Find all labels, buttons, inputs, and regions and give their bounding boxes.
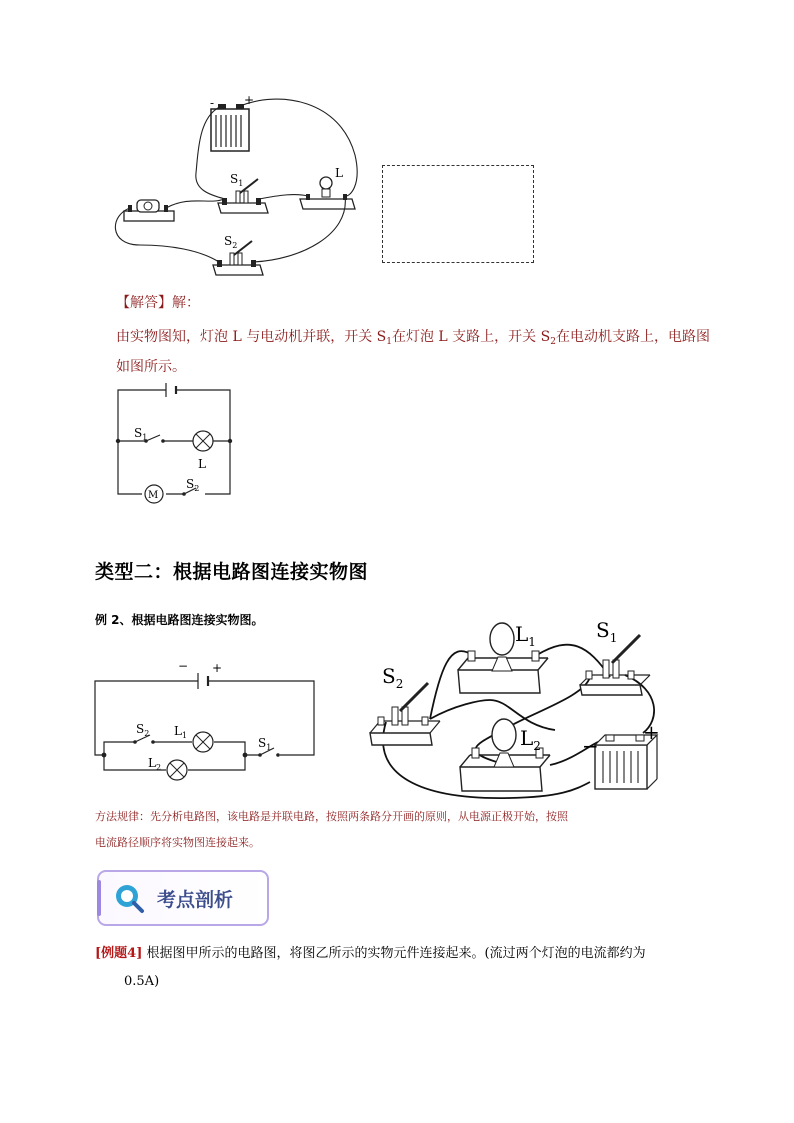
example-2-title: 例 2、根据电路图连接实物图。 [95, 613, 264, 627]
section-heading: 类型二：根据电路图连接实物图 [95, 561, 369, 583]
battery-plus-label: + [244, 95, 255, 107]
fig4-minus-label: − [582, 734, 599, 758]
method-line-2: 电流路径顺序将实物图连接起来。 [95, 836, 260, 849]
battery-minus-label: - [210, 96, 215, 110]
answer-heading: 【解答】解： [116, 295, 200, 311]
lamp-l-label: L [335, 166, 343, 180]
lamp-l-icon [300, 177, 355, 209]
fig4-s1-label: $S_1$ [596, 618, 618, 645]
example-4-tag: [例题4] [95, 946, 143, 961]
fig3-l1-lamp-icon [193, 732, 213, 752]
s2-switch-icon [370, 683, 440, 745]
schematic-figure-2 [110, 380, 240, 505]
physical-circuit-figure-4 [360, 615, 670, 805]
answer-text-line-1: 由实物图知，灯泡 L 与电动机并联，开关 $S_1$在灯泡 L 支路上，开关 $S_2$在电动机支路上，电路图 [116, 329, 710, 347]
fig4-l2-label: $L_2$ [520, 726, 541, 753]
fig2-motor-label: M [148, 490, 159, 501]
fig3-l1-label: $L_1$ [174, 724, 188, 740]
fig3-s1-label: $S_1$ [258, 736, 272, 752]
fig2-l-label: L [198, 457, 206, 471]
fig2-s2-label: $S_2$ [186, 477, 200, 493]
battery-icon [211, 104, 249, 151]
method-line-1: 方法规律：先分析电路图，该电路是并联电路，按照两条路分开画的原则，从电源正极开始，按照 [95, 810, 568, 823]
s2-label: $S_2$ [224, 234, 238, 250]
fig3-s2-label: $S_2$ [136, 722, 150, 738]
fig3-plus-label: + [212, 661, 223, 675]
l2-lamp-icon [460, 719, 550, 791]
fig4-plus-label: + [643, 720, 660, 744]
answer-placeholder-box [382, 165, 534, 263]
fig3-l2-label: $L_2$ [148, 756, 162, 772]
example-4-text: [例题4] 根据图甲所示的电路图，将图乙所示的实物元件连接起来。(流过两个灯泡的电流都约为 [95, 946, 646, 961]
fig3-l2-lamp-icon [167, 760, 187, 780]
key-points-banner [97, 870, 269, 926]
motor-icon [124, 200, 174, 221]
switch-s2-icon [213, 241, 263, 275]
example-4-continuation: 0.5A) [124, 974, 160, 989]
magnifier-icon [113, 882, 145, 914]
answer-text-line-2: 如图所示。 [116, 359, 186, 375]
fig4-s2-label: $S_2$ [382, 664, 404, 691]
schematic-figure-3 [90, 655, 325, 785]
physical-circuit-figure-1 [110, 95, 370, 280]
fig4-l1-label: $L_1$ [515, 622, 536, 649]
banner-title: 考点剖析 [157, 889, 234, 911]
s1-label: $S_1$ [230, 172, 244, 188]
fig3-minus-label: − [178, 659, 189, 673]
fig2-s1-label: $S_1$ [134, 426, 148, 442]
l1-lamp-icon [458, 623, 548, 693]
lamp-symbol-icon [193, 431, 213, 451]
